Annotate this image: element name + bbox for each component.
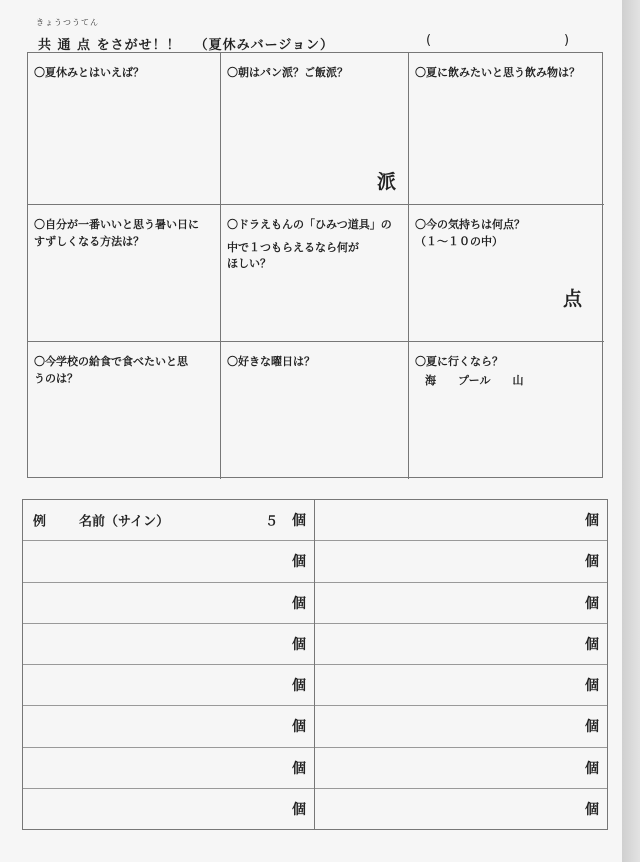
- title-version: （夏休みバージョン）: [194, 38, 335, 53]
- question-text: 〇夏に行くなら？: [415, 355, 503, 368]
- question-text-continued: 中で１つもらえるなら何が ほしい？: [227, 240, 359, 270]
- question-text: 〇今学校の給食で食べたいと思 うのは？: [34, 355, 188, 385]
- question-cell-breakfast[interactable]: [221, 53, 409, 205]
- example-count: ５: [264, 514, 278, 530]
- count-unit: 個: [585, 554, 599, 571]
- signature-row[interactable]: [23, 789, 314, 829]
- count-unit: 個: [585, 513, 599, 530]
- signature-row[interactable]: [23, 665, 314, 706]
- count-unit: 個: [292, 513, 306, 530]
- page-title: [38, 34, 334, 53]
- question-cell-destination[interactable]: [409, 342, 604, 479]
- signature-row[interactable]: [23, 706, 314, 747]
- question-cell-lunch[interactable]: [28, 342, 221, 479]
- question-grid: [27, 52, 603, 478]
- name-blank-close: ): [564, 33, 570, 48]
- signature-row[interactable]: [315, 789, 607, 829]
- answer-suffix: 派: [376, 170, 396, 193]
- destination-options: 海 プール 山: [425, 373, 524, 387]
- question-text: 〇自分が一番いいと思う暑い日に すずしくなる方法は？: [34, 218, 199, 248]
- count-unit: 個: [585, 636, 599, 653]
- count-unit: 個: [292, 678, 306, 695]
- count-unit: 個: [292, 801, 306, 818]
- signature-row[interactable]: [315, 541, 607, 582]
- example-name-heading: 名前（サイン）: [79, 514, 170, 530]
- question-cell-drink[interactable]: [409, 53, 604, 205]
- count-unit: 個: [292, 719, 306, 736]
- signature-column-right: [315, 500, 607, 829]
- count-unit: 個: [292, 760, 306, 777]
- count-unit: 個: [292, 554, 306, 571]
- count-unit: 個: [292, 636, 306, 653]
- title-main: 共 通 点 をさがせ！！: [38, 38, 181, 53]
- signature-row[interactable]: [23, 748, 314, 789]
- signature-table: [22, 499, 608, 830]
- count-unit: 個: [585, 595, 599, 612]
- question-cell-summer[interactable]: [28, 53, 221, 205]
- question-text: 〇夏休みとはいえば？: [34, 66, 144, 79]
- count-unit: 個: [585, 719, 599, 736]
- question-text: 〇今の気持ちは何点？ （１～１０の中）: [415, 218, 525, 248]
- signature-row[interactable]: [315, 748, 607, 789]
- count-unit: 個: [292, 595, 306, 612]
- count-unit: 個: [585, 760, 599, 777]
- question-cell-cooling[interactable]: [28, 205, 221, 342]
- question-text: 〇ドラえもんの「ひみつ道具」の: [227, 218, 392, 231]
- signature-row[interactable]: [315, 500, 607, 541]
- signature-row[interactable]: [23, 541, 314, 582]
- question-text: 〇好きな曜日は？: [227, 355, 315, 368]
- name-blank-open: (: [426, 33, 432, 48]
- signature-row[interactable]: [315, 583, 607, 624]
- answer-suffix: 点: [562, 288, 582, 310]
- question-cell-mood[interactable]: [409, 205, 604, 342]
- count-unit: 個: [585, 801, 599, 818]
- question-cell-weekday[interactable]: [221, 342, 409, 479]
- signature-row[interactable]: [23, 624, 314, 665]
- title-ruby: きょうつうてん: [36, 18, 99, 27]
- signature-row[interactable]: [315, 624, 607, 665]
- question-cell-doraemon[interactable]: [221, 205, 409, 342]
- example-label: 例: [33, 514, 47, 530]
- example-row: [23, 500, 314, 541]
- question-text: 〇朝はパン派？ご飯派？: [227, 66, 348, 79]
- signature-row[interactable]: [315, 706, 607, 747]
- signature-column-left: [23, 500, 315, 829]
- question-text: 〇夏に飲みたいと思う飲み物は？: [415, 66, 580, 79]
- count-unit: 個: [585, 678, 599, 695]
- signature-row[interactable]: [23, 583, 314, 624]
- background-edge: [622, 0, 640, 862]
- signature-row[interactable]: [315, 665, 607, 706]
